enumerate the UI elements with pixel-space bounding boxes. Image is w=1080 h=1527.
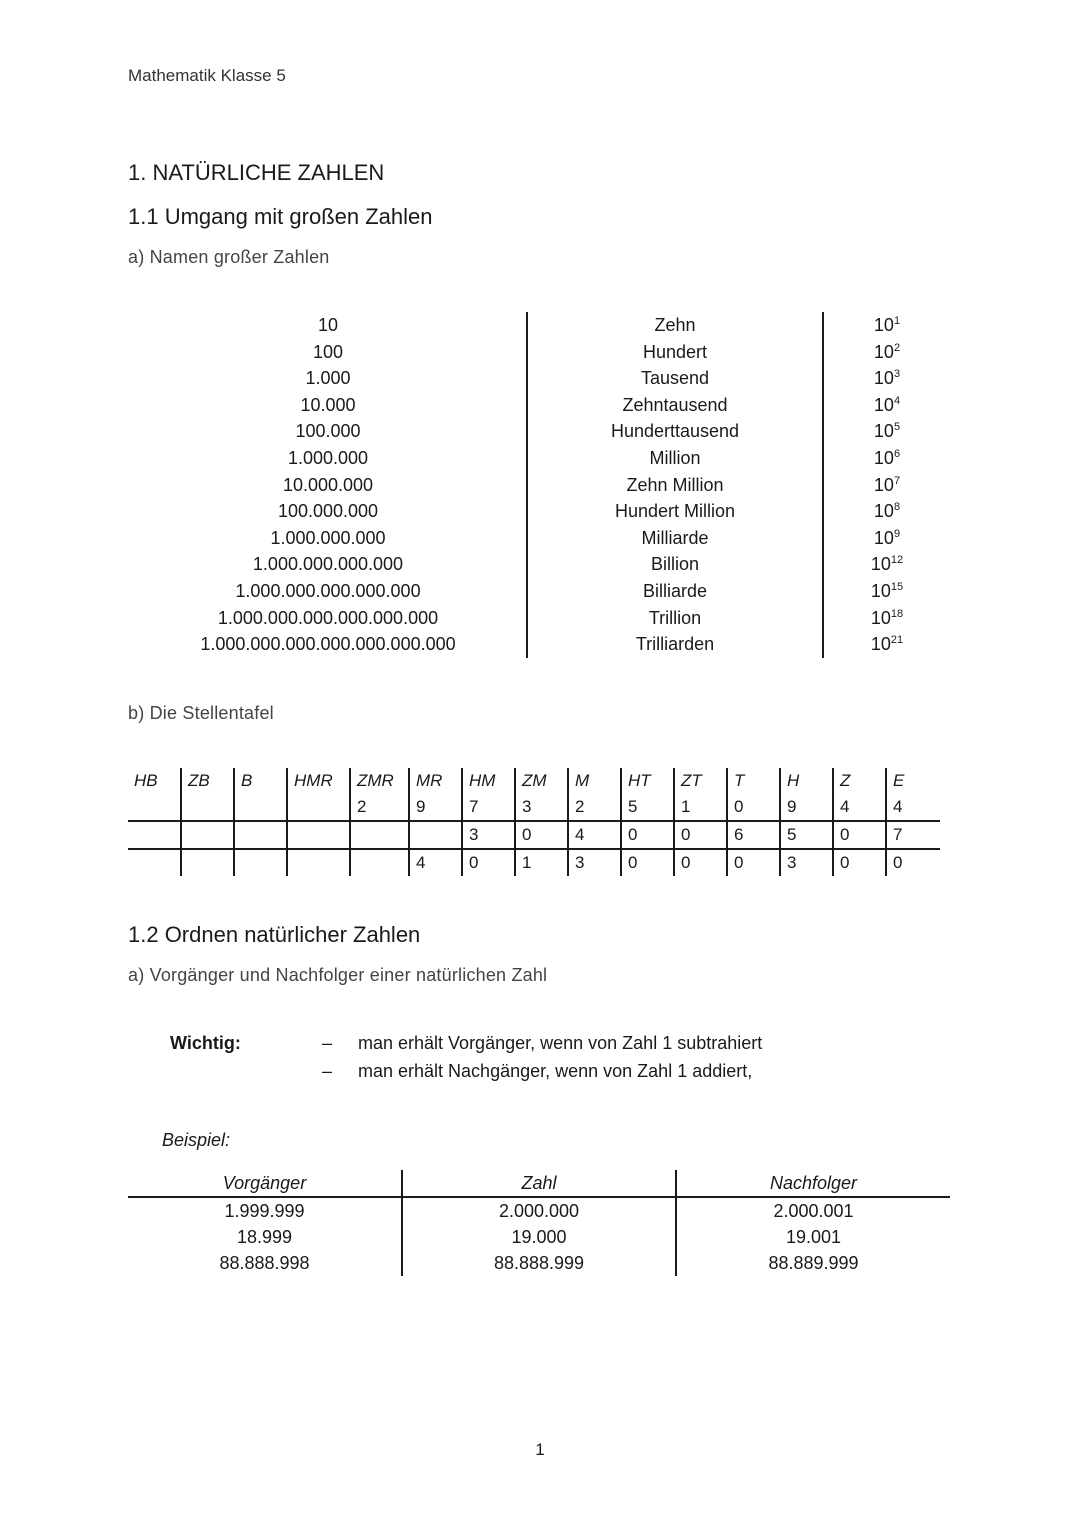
page-header: Mathematik Klasse 5 [128,66,286,85]
digit-cell [287,794,350,821]
digit-cell: 0 [462,849,515,876]
power-of-ten [822,554,952,575]
digit-cell: 2 [350,794,409,821]
power-exponent: 4 [893,394,901,407]
digit-cell [128,821,181,849]
power-exponent: 18 [890,607,904,620]
place-header: ZMR [350,768,409,794]
digit-cell [181,794,234,821]
power-base: 10 [873,315,894,335]
table-row [128,1224,950,1250]
number-value: 100 [312,341,344,362]
power-base: 10 [870,634,891,655]
table-row [128,1197,950,1224]
number-value: 1.000.000.000.000.000.000 [217,607,439,628]
power-of-ten [822,528,952,549]
digit-cell [287,849,350,876]
digit-cell [234,794,287,821]
power-of-ten [822,395,952,416]
bullet-dash: – [322,1033,333,1053]
bullet-dash: – [322,1061,333,1081]
place-header: ZT [674,768,727,794]
power-of-ten [822,448,952,469]
digit-cell: 2 [568,794,621,821]
digit-cell: 5 [780,821,833,849]
subsection-a-predecessor: a) Vorgänger und Nachfolger einer natürlichen Zahl [128,965,548,985]
place-header: HB [134,771,158,790]
names-table-row [128,365,928,392]
digit-cell: 0 [833,849,886,876]
number-value: 10.000.000 [282,474,374,495]
table-row [128,1250,950,1276]
power-base: 10 [870,554,891,575]
digit-cell: 4 [409,849,462,876]
table-cell: 88.889.999 [676,1250,950,1276]
place-header: HMR [287,768,350,794]
names-table-row [128,525,928,552]
section-title-1-2: 1.2 Ordnen natürlicher Zahlen [128,922,421,947]
place-header: M [568,768,621,794]
power-exponent: 21 [890,634,904,647]
list-item-text: man erhält Vorgänger, wenn von Zahl 1 subtrahiert [358,1033,763,1053]
digit-cell: 3 [780,849,833,876]
power-exponent: 6 [893,447,901,460]
chapter-title: 1. NATÜRLICHE ZAHLEN [128,160,385,185]
digit-cell: 1 [674,794,727,821]
digit-cell: 0 [621,849,674,876]
power-exponent: 1 [893,315,901,327]
digit-cell: 0 [515,821,568,849]
table-cell: 1.999.999 [224,1200,305,1221]
table-cell: 19.001 [676,1224,950,1250]
place-header: H [780,768,833,794]
digit-cell [181,821,234,849]
number-name: Zehn Million [626,474,724,495]
digit-cell [181,849,234,876]
power-exponent: 12 [890,554,904,567]
number-value: 100.000 [295,421,361,442]
power-exponent: 15 [890,580,904,593]
digit-cell: 1 [515,849,568,876]
table-cell: 88.888.998 [219,1252,310,1273]
number-name: Hundert Million [614,501,736,522]
place-header: Z [833,768,886,794]
power-of-ten [822,421,952,442]
number-value: 1.000 [305,368,351,389]
number-value: 1.000.000.000.000.000 [235,580,421,601]
digit-cell: 4 [833,794,886,821]
digit-cell: 0 [727,849,780,876]
col-header-vorgaenger: Vorgänger [128,1170,402,1197]
digit-cell [128,794,181,821]
names-table-divider-2 [822,312,824,658]
digit-cell: 3 [462,821,515,849]
digit-cell [350,849,409,876]
digit-cell: 4 [568,821,621,849]
power-base: 10 [873,368,894,389]
number-value: 10.000 [300,394,356,415]
number-name: Milliarde [641,527,709,548]
digit-cell: 0 [674,821,727,849]
power-exponent: 2 [893,341,901,354]
table-row [128,849,940,876]
power-base: 10 [873,501,894,522]
power-of-ten [822,342,952,363]
power-base: 10 [870,580,891,601]
subsection-a-names: a) Namen großer Zahlen [128,247,330,267]
power-base: 10 [873,341,894,362]
digit-cell [234,821,287,849]
names-table [128,312,928,658]
power-of-ten [822,475,952,496]
digit-cell: 5 [621,794,674,821]
digit-cell: 0 [886,849,940,876]
digit-cell [128,849,181,876]
digit-cell: 0 [621,821,674,849]
digit-cell: 9 [409,794,462,821]
place-header: HT [621,768,674,794]
names-table-row [128,445,928,472]
col-header-nachfolger: Nachfolger [676,1170,950,1197]
digit-cell: 6 [727,821,780,849]
names-table-row [128,312,928,339]
power-exponent: 5 [893,421,901,434]
place-value-table [128,768,940,876]
number-value: 1.000.000.000.000.000.000.000 [200,634,456,655]
example-table [128,1170,950,1276]
power-base: 10 [870,607,891,628]
place-header: ZM [515,768,568,794]
number-name: Billiarde [642,580,708,601]
power-of-ten [822,608,952,629]
number-name: Billion [650,554,700,575]
place-header: B [234,768,287,794]
section-title-1-1: 1.1 Umgang mit großen Zahlen [128,204,433,229]
digit-cell [287,821,350,849]
power-exponent: 3 [893,368,901,381]
power-base: 10 [873,527,894,548]
digit-cell: 3 [568,849,621,876]
place-header: E [886,768,940,794]
table-cell: 18.999 [236,1226,293,1247]
table-row [128,794,940,821]
beispiel-label: Beispiel: [162,1130,231,1150]
subsection-b-stellentafel: b) Die Stellentafel [128,703,274,723]
number-value: 1.000.000.000 [270,527,386,548]
place-header: MR [409,768,462,794]
names-table-row [128,578,928,605]
digit-cell: 0 [674,849,727,876]
digit-cell [409,821,462,849]
power-base: 10 [873,394,894,415]
digit-cell: 3 [515,794,568,821]
digit-cell: 4 [886,794,940,821]
power-base: 10 [873,421,894,442]
number-name: Trillion [648,607,702,628]
names-table-row [128,418,928,445]
table-row [128,821,940,849]
number-name: Hunderttausend [610,421,740,442]
names-table-row [128,631,928,658]
digit-cell: 0 [833,821,886,849]
power-of-ten [822,501,952,522]
place-header: T [727,768,780,794]
power-exponent: 8 [893,501,901,514]
power-base: 10 [873,474,894,495]
number-name: Tausend [640,368,710,389]
digit-cell: 7 [462,794,515,821]
col-header-zahl: Zahl [402,1170,676,1197]
names-table-divider-1 [526,312,528,658]
number-name: Million [649,447,701,468]
place-header: ZB [181,768,234,794]
names-table-row [128,472,928,499]
place-header: HM [462,768,515,794]
power-of-ten [822,581,952,602]
list-item-text: man erhält Nachgänger, wenn von Zahl 1 addiert, [358,1061,753,1081]
power-of-ten [822,368,952,389]
digit-cell: 0 [727,794,780,821]
table-cell: 88.888.999 [402,1250,676,1276]
digit-cell: 9 [780,794,833,821]
names-table-row [128,339,928,366]
page-number: 1 [535,1440,545,1459]
power-of-ten [822,315,952,336]
wichtig-label: Wichtig: [170,1033,241,1053]
names-table-row [128,392,928,419]
names-table-row [128,498,928,525]
digit-cell [234,849,287,876]
digit-cell [350,821,409,849]
power-exponent: 9 [893,527,901,540]
number-value: 1.000.000.000.000 [252,554,404,575]
names-table-row [128,605,928,632]
power-exponent: 7 [893,474,901,487]
names-table-row [128,551,928,578]
number-name: Trilliarden [635,634,715,655]
power-of-ten [822,634,952,655]
number-value: 100.000.000 [277,501,379,522]
digit-cell: 7 [886,821,940,849]
table-cell: 2.000.001 [676,1197,950,1224]
table-cell: 2.000.000 [402,1197,676,1224]
number-value: 1.000.000 [287,447,369,468]
table-cell: 19.000 [402,1224,676,1250]
power-base: 10 [873,447,894,468]
number-name: Hundert [642,341,708,362]
number-value: 10 [317,315,339,335]
number-name: Zehntausend [622,394,728,415]
number-name: Zehn [654,315,696,335]
